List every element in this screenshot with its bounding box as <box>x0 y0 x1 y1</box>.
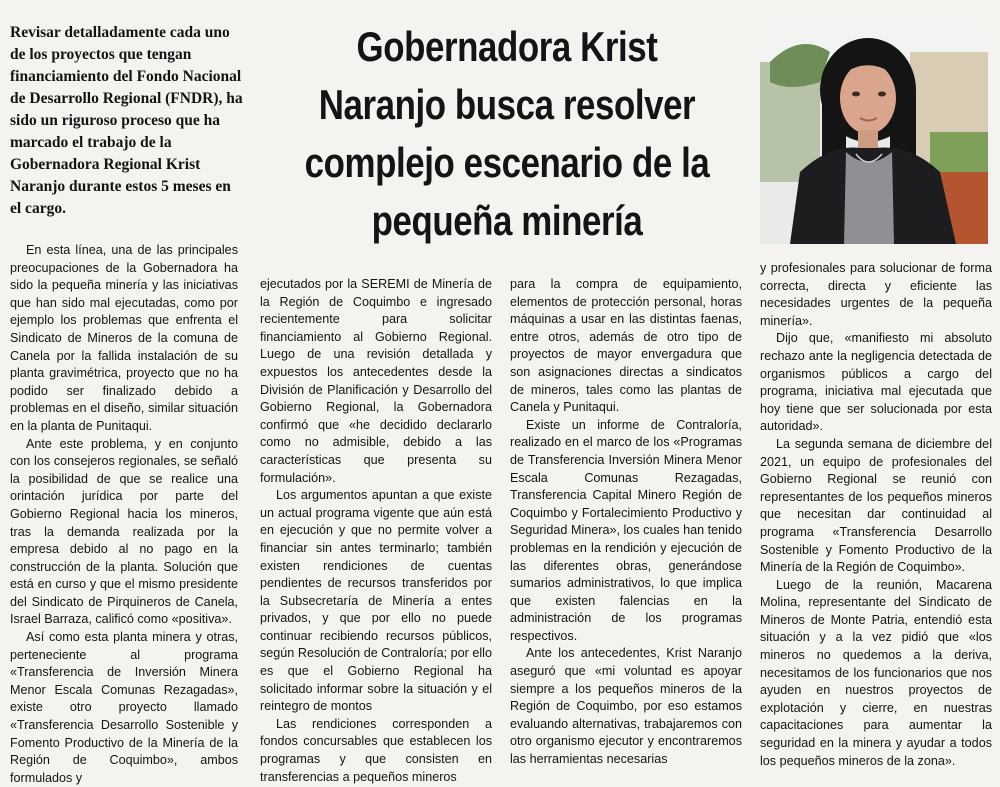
portrait-icon <box>760 22 988 244</box>
paragraph: Los argumentos apuntan a que existe un actual programa vigente que aún está en ejecución y que no permite volver a financiar sin antes terminarlo; también existen rendiciones de cuentas pendientes de recursos transferidos por la Subsecretaría de Minería a entes privados, y que por ello no puede continuar recibiendo recursos públicos, según Resolución de Contraloría; por ello es que el Gobierno Regional ha solicitado informar sobre la situación y el reintegro de montos <box>260 488 492 714</box>
article-column-2 <box>260 276 492 786</box>
paragraph: En esta línea, una de las principales preocupaciones de la Gobernadora ha sido la pequeña minería y las iniciativas que han sido mal ejecutadas, como por ejemplo los problemas que enfrenta el Sindicato de Mineros de la comuna de Canela por la fallida instalación de su planta gravimétrica, proyecto que no ha podido ser finalizado debido a problemas en el diseño, similar situación en la planta de Punitaqui. <box>10 243 238 433</box>
paragraph: Dijo que, «manifiesto mi absoluto rechazo ante la negligencia detectada de organismos públicos a cargo del programa, iniciativa mal ejecutada que hoy tiene que ser solucionada por esta autoridad». <box>760 331 992 434</box>
paragraph: Así como esta planta minera y otras, perteneciente al programa «Transferencia de Inversión Minera Menor Escala Comunas Rezagadas», existe otro proyecto llamado «Transferencia Desarrollo Sostenible y Fomento Productivo de la Minería de la Región de Coquimbo», ambos formulados y <box>10 630 238 785</box>
article-column-4 <box>760 260 992 770</box>
portrait-photo <box>760 22 988 244</box>
paragraph: La segunda semana de diciembre del 2021, un equipo de profesionales del Gobierno Regional se reunió con representantes de los pequeños mineros que necesitan dar continuidad al programa «Transferencia Desarrollo Sostenible y Fomento Productivo de la Minería de la Región de Coquimbo». <box>760 436 992 575</box>
article-headline: Gobernadora Krist Naranjo busca resolver complejo escenario de la pequeña minería <box>304 23 710 244</box>
paragraph: Existe un informe de Contraloría, realizado en el marco de los «Programas de Transferencia Inversión Minera Menor Escala Comunas Rezagadas, Transferencia Capital Minero Región de Coquimbo y Fortalecimiento Productivo y Seguridad Minera», los cuales han tenido problemas en la rendición y ejecución de las diferentes obras, generándose sumarios administrativos, lo que implica que existen falencias en la administración de los programas respectivos. <box>510 417 742 643</box>
paragraph: Ante este problema, y en conjunto con los consejeros regionales, se señaló la posibilidad de que se realice una orintación jurídica por parte del Gobierno Regional hacia los mineros, tras la demanda realizada por la empresa debido al no pago en la construcción de la planta. Solución que está en curso y que el mismo presidente del Sindicato de Pirquineros de Canela, Israel Barraza, calificó como «positiva». <box>10 436 238 627</box>
article-column-3 <box>510 276 742 769</box>
paragraph: ejecutados por la SEREMI de Minería de la Región de Coquimbo e ingresado recientemente para solicitar financiamiento al Gobierno Regional. Luego de una revisión detallada y expuestos los antecedentes desde la División de Planificación y Desarrollo del Gobierno Regional, la Gobernadora confirmó que «he decidido declararlo como no admisible, debido a las características que presenta su formulación». <box>260 277 492 485</box>
paragraph: Las rendiciones corresponden a fondos concursables que establecen los programas y que consisten en transferencias a pequeños mineros <box>260 716 492 784</box>
article-column-1 <box>10 242 238 787</box>
paragraph: para la compra de equipamiento, elementos de protección personal, horas máquinas a usar en las distintas faenas, entre otros, además de otro tipo de proyectos de mayor envergadura que son asignaciones directas a sindicatos de mineros, tales como las plantas de Canela y Punitaqui. <box>510 277 742 415</box>
paragraph: Luego de la reunión, Macarena Molina, representante del Sindicato de Mineros de Monte Patria, entendió esta situación y a la vez pidió que «los mineros no quedemos a la deriva, necesitamos de los funcionarios que nos ayuden en nuestros proyectos de explotación y cierre, en nuestras capacitaciones para aumentar la seguridad en la minera y ayudar a todos los pequeños mineros de la zona». <box>760 577 992 768</box>
article-lead: Revisar detalladamente cada uno de los proyectos que tengan financiamiento del Fondo Nacional de Desarrollo Regional (FNDR), ha sido un riguroso proceso que ha marcado el trabajo de la Gobernadora Regional Krist Naranjo durante estos 5 meses en el cargo. <box>10 24 243 217</box>
paragraph: y profesionales para solucionar de forma correcta, directa y eficiente las necesidades urgentes de la pequeña minería». <box>760 261 992 328</box>
paragraph: Ante los antecedentes, Krist Naranjo aseguró que «mi voluntad es apoyar siempre a los pequeños mineros de la Región de Coquimbo, por eso estamos evaluando alternativas, trabajaremos con otro organismo ejecutor y encontraremos las herramientas necesarias <box>510 646 742 767</box>
